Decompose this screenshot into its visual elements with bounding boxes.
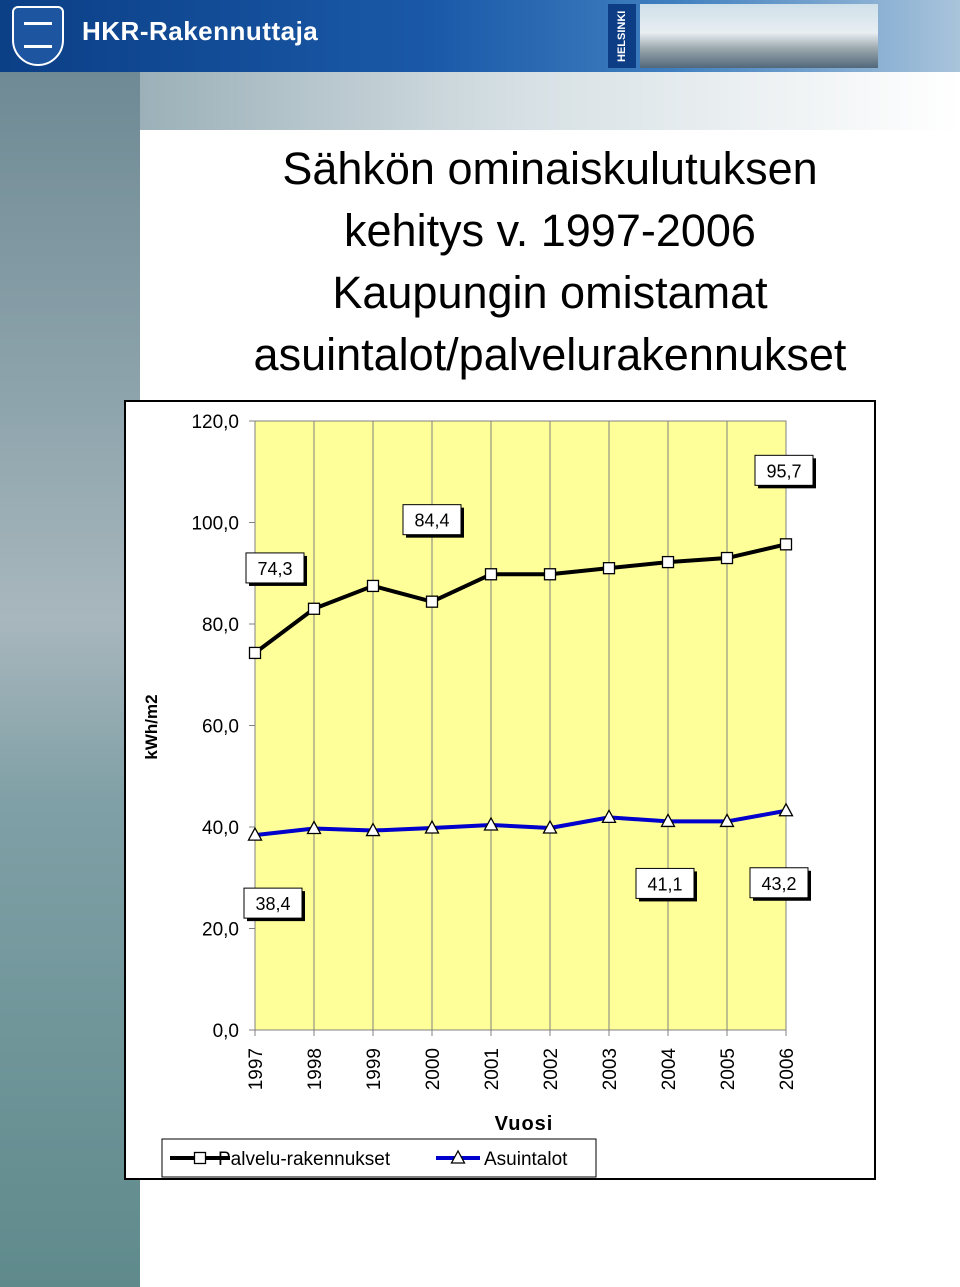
y-tick-label: 20,0 (202, 919, 239, 941)
y-tick-label: 120,0 (191, 412, 239, 433)
data-label: 95,7 (766, 461, 802, 482)
y-tick-label: 60,0 (202, 716, 239, 738)
x-axis-title: Vuosi (494, 1113, 554, 1135)
helsinki-crest-logo (12, 6, 64, 66)
data-point-marker (663, 557, 674, 568)
data-point-marker (545, 569, 556, 580)
x-tick-label: 2002 (541, 1048, 562, 1091)
x-tick-label: 2001 (482, 1048, 503, 1091)
data-point-marker (250, 647, 261, 658)
data-point-marker (309, 603, 320, 614)
x-tick-label: 2004 (659, 1048, 680, 1091)
title-line-2: kehitys v. 1997-2006 (344, 205, 756, 256)
x-tick-label: 1997 (246, 1048, 267, 1091)
data-label: 84,4 (414, 510, 450, 531)
x-tick-label: 2005 (718, 1048, 739, 1091)
x-tick-label: 1999 (364, 1048, 385, 1091)
city-label: HELSINKI (608, 4, 636, 68)
header-bar (0, 0, 960, 72)
line-chart (126, 402, 878, 1182)
data-point-marker (722, 553, 733, 564)
legend-marker (195, 1153, 206, 1164)
x-tick-label: 2000 (423, 1048, 444, 1091)
legend-label-2: Asuintalot (484, 1149, 568, 1170)
data-point-marker (427, 596, 438, 607)
data-label: 43,2 (761, 873, 797, 894)
data-point-marker (368, 580, 379, 591)
decorative-top-band (140, 72, 960, 130)
y-axis-title: kWh/m2 (142, 694, 161, 760)
chart-frame (124, 400, 876, 1180)
decorative-photo-strip (0, 72, 140, 1287)
crest-emblem-icon (24, 22, 52, 48)
y-tick-label: 100,0 (191, 513, 239, 535)
organization-name: HKR-Rakennuttaja (82, 16, 319, 46)
x-tick-label: 2006 (777, 1048, 798, 1091)
city-skyline-photo (640, 4, 878, 68)
data-label: 38,4 (255, 894, 291, 915)
page-title (160, 138, 940, 386)
data-label: 74,3 (257, 558, 293, 579)
x-tick-label: 1998 (305, 1048, 326, 1091)
title-line-4: asuintalot/palvelurakennukset (253, 329, 847, 380)
plot-area (255, 421, 786, 1030)
title-line-1: Sähkön ominaiskulutuksen (282, 143, 818, 194)
legend-label-1: Palvelu-rakennukset (218, 1149, 391, 1170)
data-point-marker (486, 569, 497, 580)
title-line-3: Kaupungin omistamat (332, 267, 768, 318)
data-point-marker (604, 563, 615, 574)
x-tick-label: 2003 (600, 1048, 621, 1091)
y-tick-label: 80,0 (202, 615, 239, 636)
y-tick-label: 0,0 (212, 1021, 239, 1042)
data-label: 41,1 (647, 874, 683, 895)
data-point-marker (781, 539, 792, 550)
y-tick-label: 40,0 (202, 818, 239, 839)
